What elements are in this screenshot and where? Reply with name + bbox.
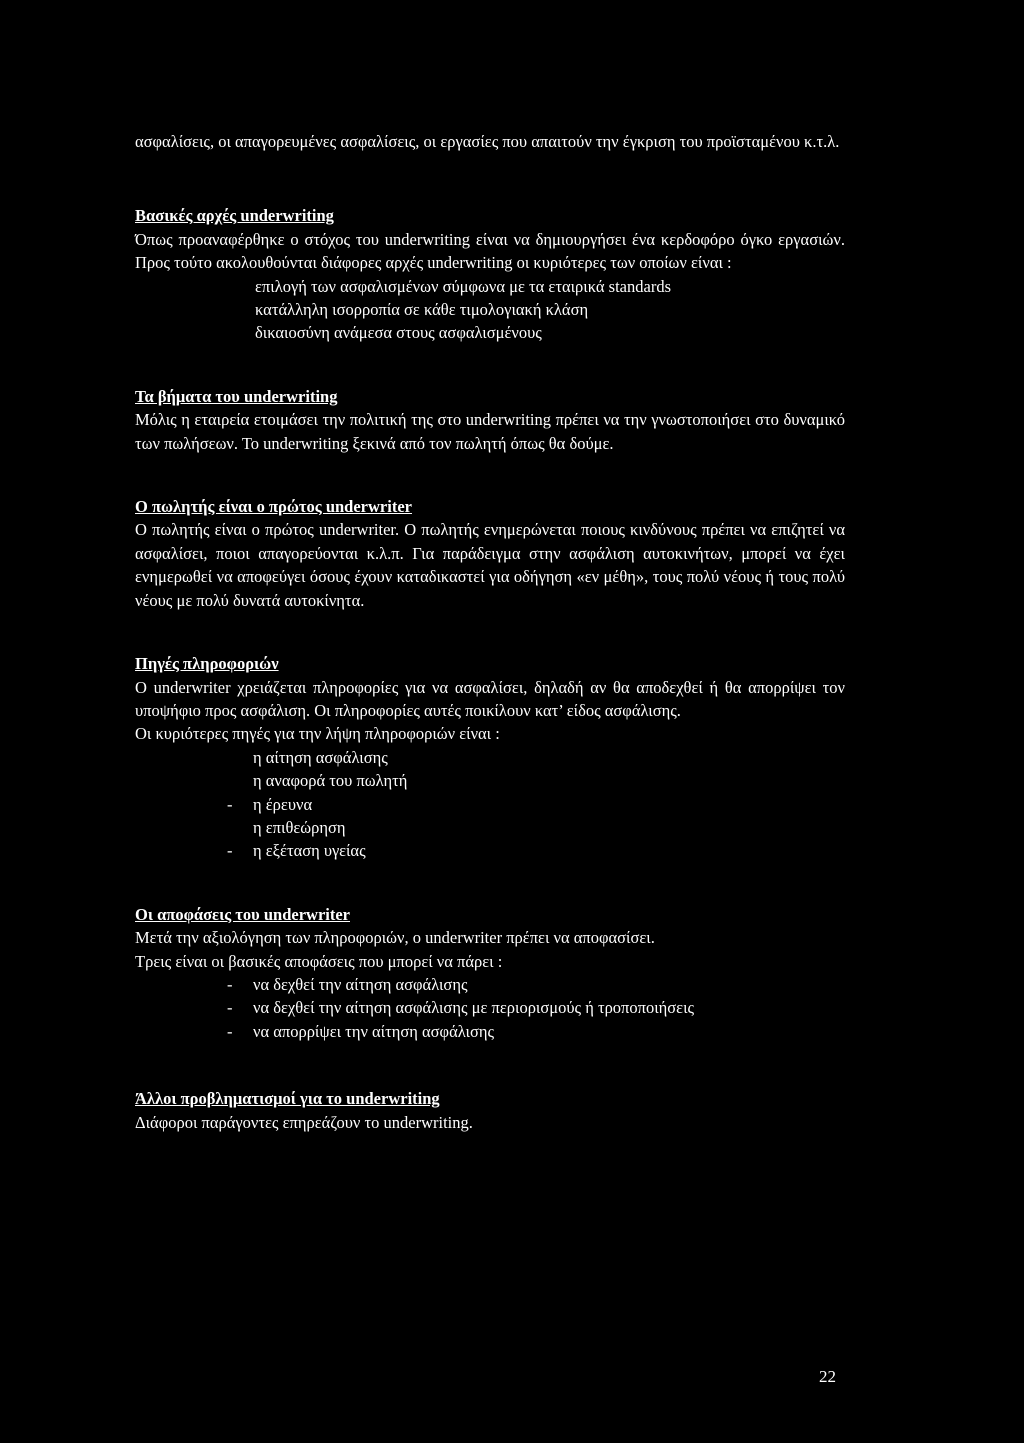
list-item: δικαιοσύνη ανάμεσα στους ασφαλισμένους [255,323,542,343]
list-dash: - [227,974,233,994]
list-item-text: να δεχθεί την αίτηση ασφάλισης [253,974,468,994]
list-item-text: η επιθεώρηση [253,817,346,837]
list-item-text: η έρευνα [253,794,313,814]
decisions-list [135,973,845,1043]
principles-list [135,275,845,345]
list-item-text: να δεχθεί την αίτηση ασφάλισης με περιορισμούς ή τροποποιήσεις [253,998,695,1018]
heading-other-issues: Άλλοι προβληματισμοί για το underwriting [135,1089,440,1109]
section-steps [135,385,845,455]
sources-paragraph: Ο underwriter χρειάζεται πληροφορίες για να ασφαλίσει, δηλαδή αν θα αποδεχθεί ή θα απορρίψει τον υποψήφιο προς ασφάλιση. Οι πληροφορίες αυτές ποικίλουν κατ’ είδος ασφάλισης. [135,677,845,720]
decisions-paragraph: Μετά την αξιολόγηση των πληροφοριών, ο underwriter πρέπει να αποφασίσει. [135,928,655,948]
list-item [135,769,845,792]
list-item-text: η αίτηση ασφάλισης [253,747,388,767]
list-item [135,793,845,816]
heading-salesman: Ο πωλητής είναι ο πρώτος underwriter [135,497,412,517]
other-issues-paragraph: Διάφοροι παράγοντες επηρεάζουν το underwriting. [135,1112,473,1132]
list-item [135,1020,845,1043]
decisions-intro-line: Τρεις είναι οι βασικές αποφάσεις που μπορεί να πάρει : [135,951,503,971]
section-other-issues [135,1087,845,1134]
list-dash: - [227,841,233,861]
heading-sources: Πηγές πληροφοριών [135,654,279,674]
list-item-text: να απορρίψει την αίτηση ασφάλισης [253,1021,495,1041]
page-number: 22 [819,1367,836,1386]
section-basic-principles [135,204,845,344]
list-item: κατάλληλη ισορροπία σε κάθε τιμολογιακή κλάση [255,300,589,320]
sources-intro-line: Οι κυριότερες πηγές για την λήψη πληροφοριών είναι : [135,724,500,744]
section-decisions [135,903,845,1043]
basic-principles-paragraph: Όπως προαναφέρθηκε ο στόχος του underwriting είναι να δημιουργήσει ένα κερδοφόρο όγκο εργασιών. Προς τούτο ακολουθούνται διάφορες αρχές underwriting οι κυριότερες των οποίων είναι : [135,229,845,273]
list-item-text: η αναφορά του πωλητή [253,771,408,791]
section-sources [135,652,845,863]
intro-paragraph: ασφαλίσεις, οι απαγορευμένες ασφαλίσεις, οι εργασίες που απαιτούν την έγκριση του προϊσταμένου κ.τ.λ. [135,132,840,151]
list-item [135,746,845,769]
document-page [135,130,845,1134]
heading-steps: Τα βήματα του underwriting [135,386,338,406]
list-dash: - [227,794,233,814]
list-item [135,839,845,862]
list-item [135,973,845,996]
sources-list [135,746,845,863]
heading-decisions: Οι αποφάσεις του underwriter [135,904,350,924]
list-dash: - [227,1021,233,1041]
steps-paragraph: Μόλις η εταιρεία ετοιμάσει την πολιτική της στο underwriting πρέπει να την γνωστοποιήσει στο δυναμικό των πωλήσεων. Το underwriting ξεκινά από τον πωλητή όπως θα δούμε. [135,410,845,453]
salesman-paragraph: Ο πωλητής είναι ο πρώτος underwriter. Ο πωλητής ενημερώνεται ποιους κινδύνους πρέπει να επιζητεί να ασφαλίσει, ποιοι απαγορεύονται κ.λ.π. Για παράδειγμα στην ασφάλιση αυτοκινήτων, μπορεί να έχει ενημερωθεί να αποφεύγει όσους έχουν καταδικαστεί για οδήγηση «εν μέθη», τους πολύ νέους ή τους πολύ νέους με πολύ δυνατά αυτοκίνητα. [135,520,845,610]
section-salesman [135,495,845,612]
list-item: επιλογή των ασφαλισμένων σύμφωνα με τα εταιρικά standards [255,276,671,296]
list-dash: - [227,998,233,1018]
list-item [135,996,845,1019]
heading-basic-principles: Βασικές αρχές underwriting [135,206,334,226]
list-item-text: η εξέταση υγείας [253,841,366,861]
list-item [135,816,845,839]
